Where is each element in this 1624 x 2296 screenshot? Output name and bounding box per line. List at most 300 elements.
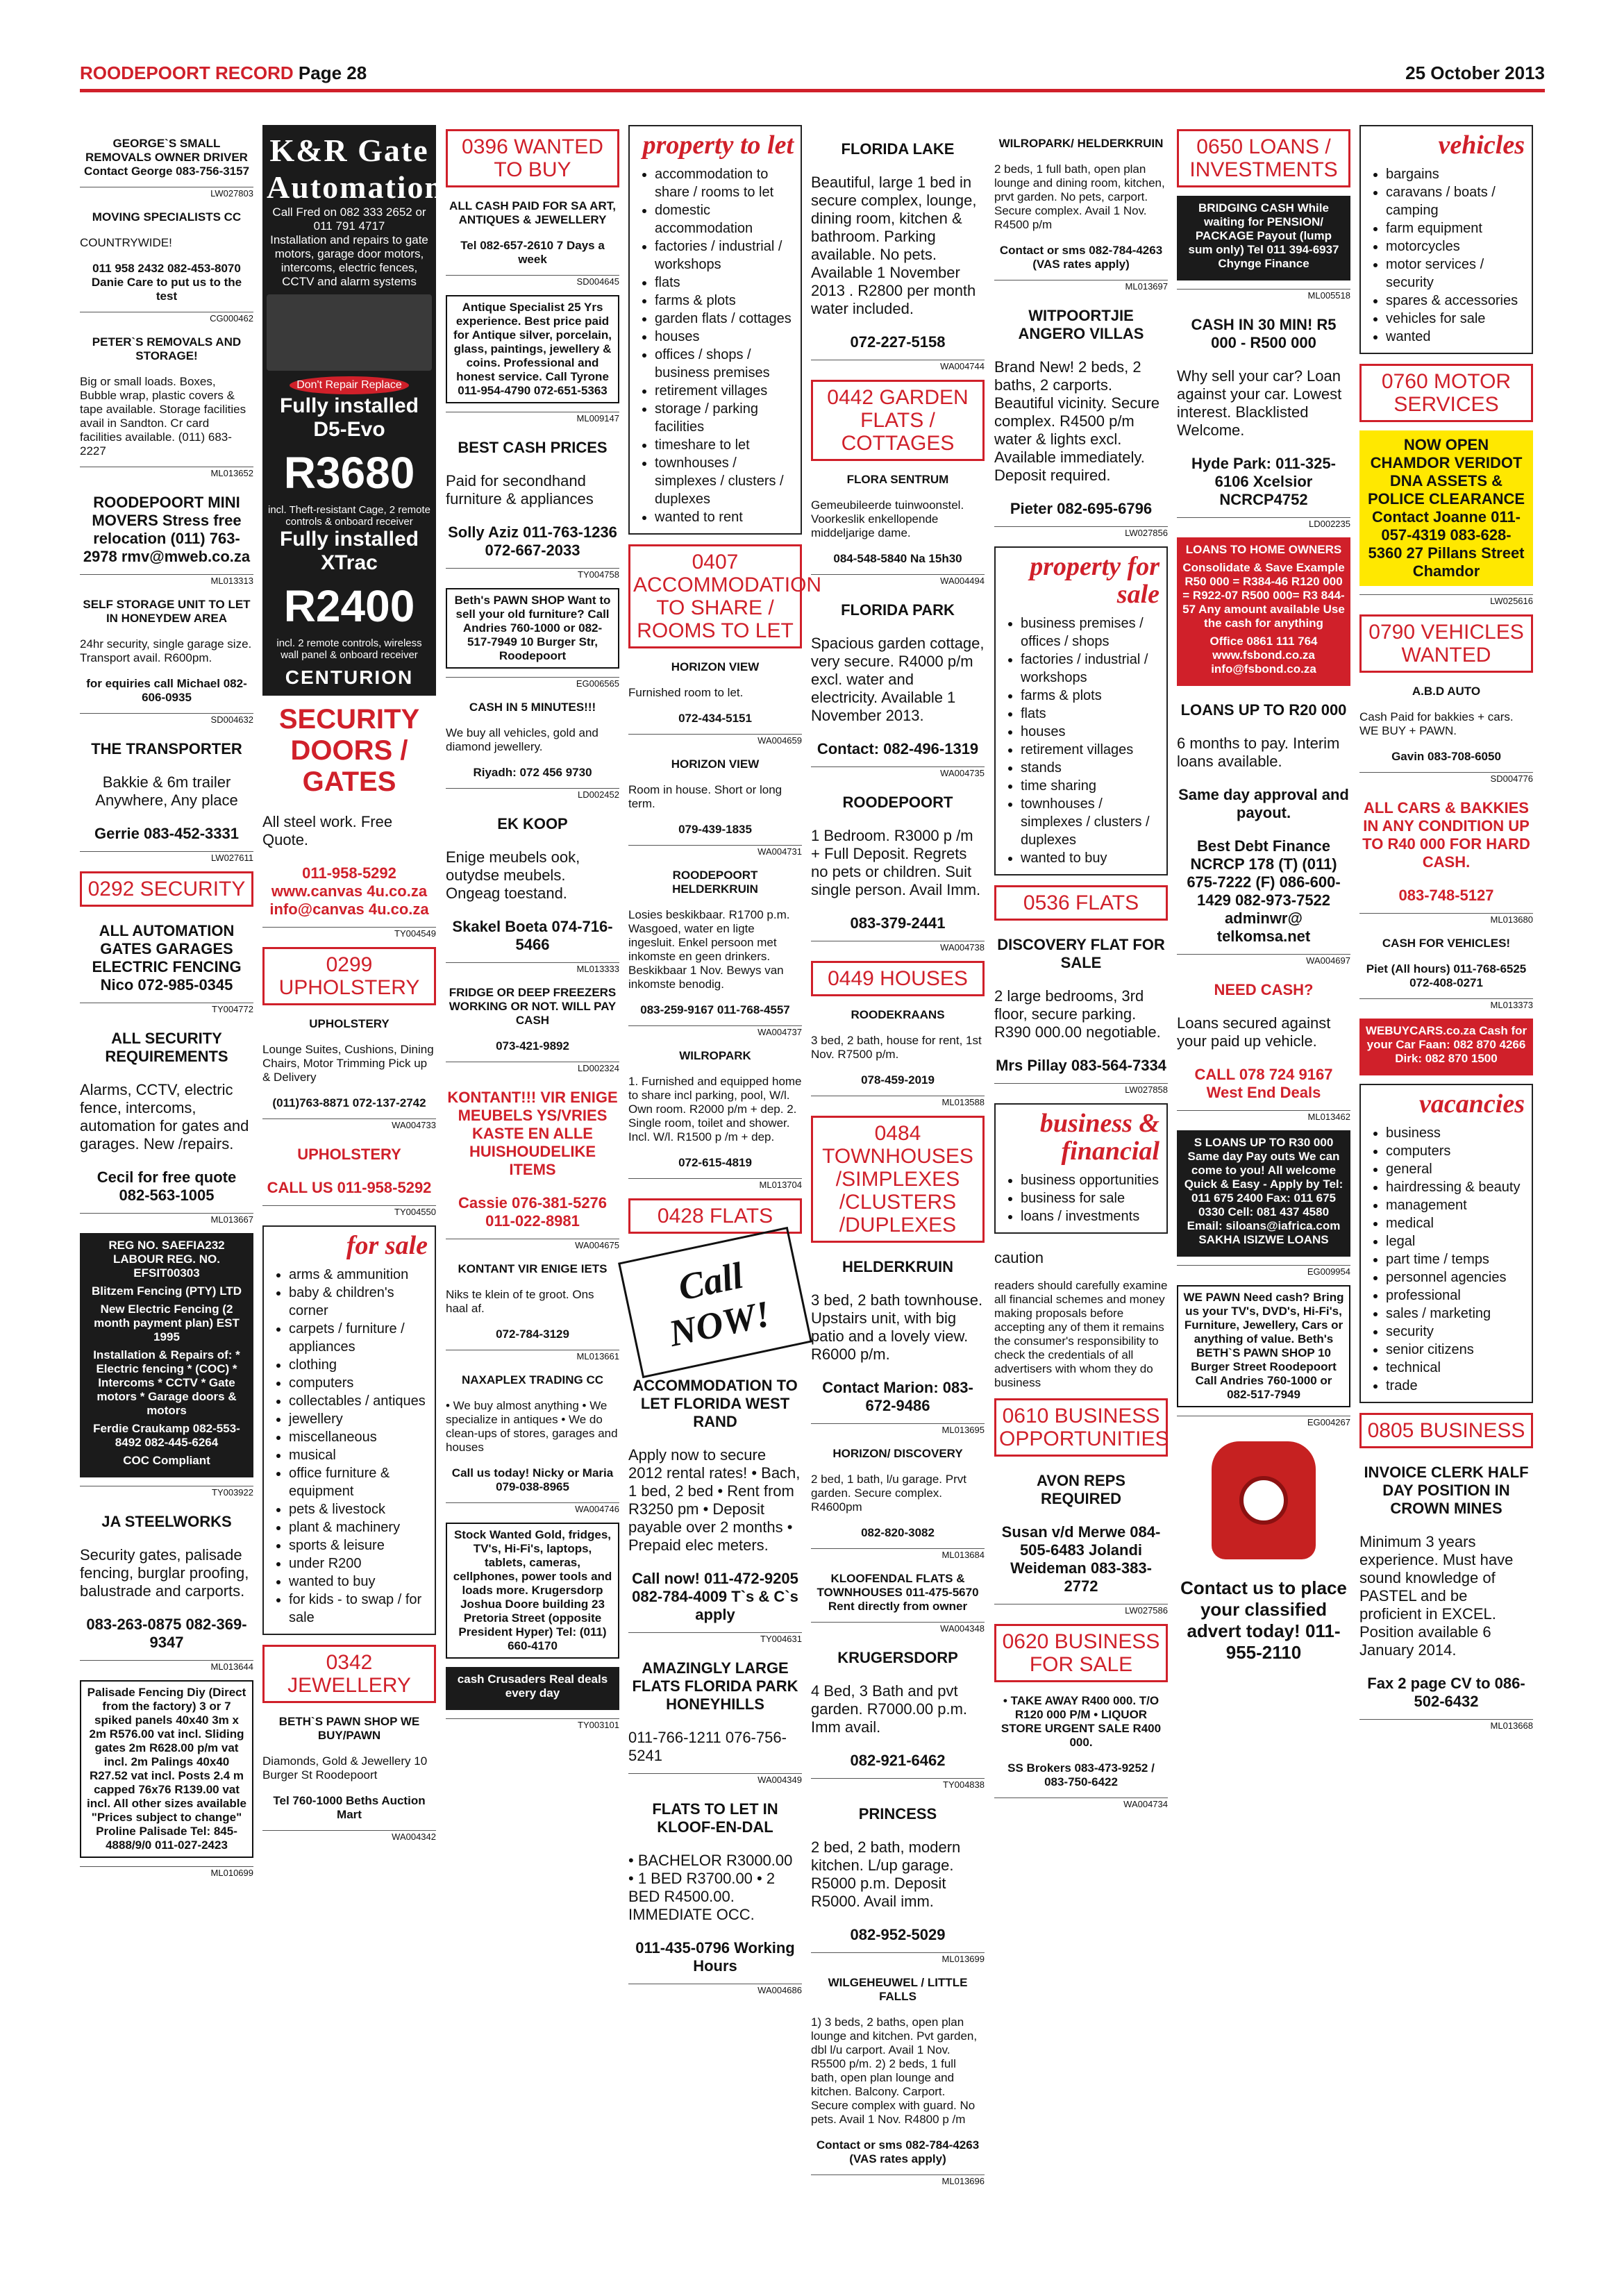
ad-text: CASH FOR VEHICLES! [1382,936,1511,950]
ad-text: 072-615-4819 [678,1155,752,1169]
ad-highlight: 011-958-5292 www.canvas 4u.co.za info@canvas 4u.co.za [269,864,429,918]
ad-ref-code: LW027611 [80,851,253,863]
ad-text: 082-952-5029 [850,1926,946,1943]
ad-ref-code: WA004738 [811,941,985,953]
ad-text: Cash Paid for bakkies + cars. WE BUY + PAWN. [1359,710,1514,737]
ad-text: Fax 2 page CV to 086-502-6432 [1367,1674,1525,1710]
ad-text: FRIDGE OR DEEP FREEZERS WORKING OR NOT. WILL PAY CASH [449,986,617,1027]
category-heading: 0299 UPHOLSTERY [262,947,436,1005]
category-heading: 0760 MOTOR SERVICES [1359,364,1533,422]
section-list-item: • business opportunities [1021,1171,1160,1189]
category-heading: 0805 BUSINESS [1359,1413,1533,1448]
ad-text: Tel 760-1000 Beths Auction Mart [273,1793,426,1821]
section-list [637,165,794,526]
ad-text: 072-434-5151 [678,711,752,725]
ad-ref-code: WA004746 [446,1502,619,1514]
ad-text: ALL CASH PAID FOR SA ART, ANTIQUES & JEWELLERY [449,199,616,226]
ad-line: CENTURION [285,667,414,688]
ad-text: FLORIDA PARK [841,601,955,619]
ad-text: Security gates, palisade fencing, burglar proofing, balustrade and carports. [80,1546,249,1600]
section-list-item: • miscellaneous [289,1428,428,1446]
ad-ref-code: WA004349 [628,1773,802,1785]
section-index [1359,125,1533,354]
section-list-item: • flats [1021,705,1160,723]
ad-text: AVON REPS REQUIRED [1037,1471,1125,1507]
issue-date: 25 October 2013 [1405,62,1545,83]
ad-ref-code: ML013661 [446,1350,619,1361]
ad-text: PETER`S REMOVALS AND STORAGE! [92,335,242,362]
ad-text: CASH IN 5 MINUTES!!! [469,701,596,714]
section-list-item: • farms & plots [655,292,794,310]
ad-text: Alarms, CCTV, electric fence, intercoms, automation for gates and garages. New /repairs. [80,1081,249,1153]
ad-text: Susan v/d Merwe 084-505-6483 Jolandi Weideman 083-383-2772 [1001,1523,1161,1595]
category-heading: 0620 BUSINESS FOR SALE [994,1624,1168,1682]
ad-ref-code: WA004659 [628,734,802,746]
ad-text: Loans secured against your paid up vehicle. [1177,1014,1331,1050]
ad-ref-code: SD004632 [80,713,253,725]
ad-ref-code: LW027856 [994,526,1168,538]
category-heading: 0484 TOWNHOUSES /SIMPLEXES /CLUSTERS /DUPLEXES [811,1116,985,1243]
ad-ref-code: ML013313 [80,574,253,586]
gate-motor-photo [267,294,432,371]
ad-text: 1 Bedroom. R3000 p /m + Full Deposit. Regrets no pets or children. Suit single person. Avail Imm. [811,827,981,898]
display-ad: NOW OPEN CHAMDOR VERIDOT DNA ASSETS & POLICE CLEARANCE Contact Joanne 011-057-4319 083-628-5360 27 Pillans Street Chamdor [1359,430,1533,586]
ad-text: Cecil for free quote 082-563-1005 [97,1168,237,1204]
display-ad-line: REG NO. SAEFIA232 LABOUR REG. NO. EFSIT00303 [108,1239,225,1280]
ad-text: We buy all vehicles, gold and diamond jewellery. [446,726,598,753]
section-list [1003,1171,1160,1225]
column-8 [1359,125,1533,2222]
category-heading: 0610 BUSINESS OPPORTUNITIES [994,1398,1168,1457]
ad-text: (011)763-8871 072-137-2742 [272,1096,426,1109]
telephone-icon [1212,1441,1316,1559]
section-list-item: • medical [1386,1214,1525,1232]
ad-ref-code: ML013644 [80,1660,253,1672]
section-index [994,1103,1168,1234]
display-ad [1177,196,1350,280]
ad-text: Lounge Suites, Cushions, Dining Chairs, Motor Trimming Pick up & Delivery [262,1043,434,1084]
section-list-item: • factories / industrial / workshops [1021,651,1160,687]
ad-ref-code: LD002235 [1177,517,1350,529]
ad-text: 083-379-2441 [850,914,946,932]
section-list-item: • for kids - to swap / for sale [289,1591,428,1627]
ad-text: 3 bed, 2 bath, house for rent, 1st Nov. R7500 p/m. [811,1034,982,1061]
masthead [80,62,367,84]
ad-text: HORIZON/ DISCOVERY [832,1447,963,1460]
ad-text: 6 months to pay. Interim loans available. [1177,735,1340,770]
ad-text: HORIZON VIEW [671,660,760,673]
ad-ref-code: EG004267 [1177,1416,1350,1427]
boxed-ad: WE PAWN Need cash? Bring us your TV's, DVD's, Hi-Fi's, Furniture, Jewellery, Cars or anything of value. Beth's BETH`S PAWN SHOP 10 Burger Street Roodepoort Call Andries 760-1000 or 082-517-7949 [1177,1285,1350,1407]
ad-text: for equiries call Michael 082-606-0935 [86,677,247,704]
section-list [1368,165,1525,346]
ad-text: Hyde Park: 011-325-6106 Xcelsior NCRCP4752 [1191,455,1336,508]
section-list-item: • baby & children's corner [289,1284,428,1320]
display-ad-line: New Electric Fencing (2 month payment plan) EST 1995 [94,1302,240,1343]
ad-text: Minimum 3 years experience. Must have sound knowledge of PASTEL and be proficient in EXCEL. Position available 6 January 2014. [1359,1532,1514,1659]
boxed-ad: Beth's PAWN SHOP Want to sell your old furniture? Call Andries 760-1000 or 082-517-7949 10 Burger Str, Roodepoort [446,588,619,669]
ad-text: SS Brokers 083-473-9252 / 083-750-6422 [1007,1761,1155,1788]
section-list-item: • garden flats / cottages [655,310,794,328]
ad-ref-code: WA004731 [628,845,802,857]
display-ad-line: BRIDGING CASH While waiting for PENSION/ PACKAGE Payout (lump sum only) Tel 011 394-6937 Chynge Finance [1188,201,1339,270]
section-list-item: • management [1386,1196,1525,1214]
section-list-item: • offices / shops / business premises [655,346,794,382]
section-list-item: • houses [655,328,794,346]
ad-ref-code: LW027803 [80,187,253,199]
ad-text: 1. Furnished and equipped home to share incl parking, pool, W/l. Own room. R2000 p/m + dep. 2. Single room, toilet and shower. Incl. W/l. R1500 p /m + dep. [628,1074,802,1143]
ad-ref-code: LD002452 [446,788,619,800]
display-ad [1177,537,1350,686]
ad-text: Why sell your car? Loan against your car. Lowest interest. Blacklisted Welcome. [1177,367,1342,439]
ad-text: Beautiful, large 1 bed in secure complex, lounge, dining room, kitchen & bathroom. Parking available. No pets. Available 1 November 2013 . R2800 per month water included. [811,174,977,317]
section-list-item: • timeshare to let [655,436,794,454]
ad-text: 082-820-3082 [861,1526,935,1539]
ad-text: Diamonds, Gold & Jewellery 10 Burger St Roodepoort [262,1754,428,1782]
ad-text: 078-459-2019 [861,1073,935,1087]
ad-ref-code: WA004733 [262,1118,436,1130]
ad-text: Contact or sms 082-784-4263 (VAS rates apply) [999,244,1163,271]
ad-text: • TAKE AWAY R400 000. T/O R120 000 P/M • LIQUOR STORE URGENT SALE R400 000. [1001,1693,1162,1749]
ad-text: 011-435-0796 Working Hours [635,1938,795,1975]
section-list-item: • trade [1386,1377,1525,1395]
category-heading: 0396 WANTED TO BUY [446,129,619,187]
ad-ref-code: WA004737 [628,1025,802,1037]
section-list-item: • retirement villages [1021,741,1160,759]
ad-text: DISCOVERY FLAT FOR SALE [997,935,1165,971]
column-1 [80,125,253,2222]
section-list-item: • wanted to rent [655,508,794,526]
section-list-item: • farms & plots [1021,687,1160,705]
ad-text: Same day approval and payout. [1178,786,1349,821]
ad-ref-code: ML009147 [446,412,619,424]
ad-ref-code: LD002324 [446,1062,619,1073]
ad-text: Apply now to secure 2012 rental rates! • Bach, 1 bed, 2 bed • Rent from R3250 pm • Deposit payable over 2 months • Prepaid elec meters. [628,1446,801,1554]
ad-ref-code: TY003101 [446,1718,619,1730]
ad-text: 072-784-3129 [496,1327,569,1341]
section-list-item: • part time / temps [1386,1250,1525,1268]
ad-ref-code: WA004342 [262,1830,436,1842]
ad-ref-code: WA004734 [994,1798,1168,1809]
ad-text: 2 large bedrooms, 3rd floor, secure parking. R390 000.00 negotiable. [994,987,1161,1041]
section-list-item: • technical [1386,1359,1525,1377]
section-list-item: • carpets / furniture / appliances [289,1320,428,1356]
ad-highlight: KONTANT!!! VIR ENIGE MEUBELS YS/VRIES KASTE EN ALLE HUISHOUDELIKE ITEMS [447,1089,618,1178]
ad-ref-code: WA004735 [811,766,985,778]
ad-ref-code: LW027586 [994,1604,1168,1616]
ad-ref-code: WA004744 [811,360,985,371]
ad-line: Fully installed XTrac [279,528,419,574]
ad-ref-code: TY004772 [80,1003,253,1014]
ad-text: Mrs Pillay 083-564-7334 [996,1056,1166,1074]
ad-text: 084-548-5840 Na 15h30 [833,552,962,565]
ad-ref-code: ML013684 [811,1548,985,1560]
ad-text: Riyadh: 072 456 9730 [473,766,592,779]
ad-text: WILGEHEUWEL / LITTLE FALLS [828,1976,968,2003]
ad-text: Skakel Boeta 074-716-5466 [452,918,613,953]
page-number: Page 28 [298,62,367,83]
ad-text: LOANS UP TO R20 000 [1180,701,1347,719]
category-heading: 0449 HOUSES [811,961,985,996]
dial-icon [1239,1476,1288,1525]
ad-text: BEST CASH PRICES [458,439,608,456]
category-heading: 0790 VEHICLES WANTED [1359,614,1533,673]
section-list-item: • computers [1386,1142,1525,1160]
ad-text: Contact us to place your classified advert today! 011-955-2110 [1180,1577,1347,1663]
section-list-item: • wanted to buy [1021,849,1160,867]
section-list-item: • under R200 [289,1555,428,1573]
section-list-item: • business premises / offices / shops [1021,614,1160,651]
section-list-item: • farm equipment [1386,219,1525,237]
display-ad-line: cash Crusaders Real deals every day [457,1673,608,1700]
ad-text: Contact or sms 082-784-4263 (VAS rates apply) [816,2138,980,2165]
ad-ref-code: ML013462 [1177,1110,1350,1122]
ad-highlight: UPHOLSTERY [297,1146,401,1163]
section-list-item: • motorcycles [1386,237,1525,255]
section-list-item: • loans / investments [1021,1207,1160,1225]
ad-text: INVOICE CLERK HALF DAY POSITION IN CROWN MINES [1364,1463,1529,1517]
ad-ref-code: TY004631 [628,1632,802,1644]
ad-ref-code: TY004550 [262,1205,436,1217]
section-list-item: • houses [1021,723,1160,741]
ad-text: FLATS TO LET IN KLOOF-EN-DAL [652,1800,778,1836]
ad-text: 011-766-1211 076-756-5241 [628,1728,787,1764]
ad-ref-code: TY004758 [446,568,619,580]
category-heading: 0536 FLATS [994,885,1168,921]
ad-text: 083-263-0875 082-369-9347 [86,1616,247,1651]
ad-ref-code: ML013333 [446,962,619,974]
section-list-item: • business for sale [1021,1189,1160,1207]
ad-ref-code: ML013699 [811,1952,985,1964]
ad-text: Best Debt Finance NCRCP 178 (T) (011) 675-7222 (F) 086-600-1429 082-973-7522 adminwr@ telkomsa.net [1187,837,1341,945]
ad-ref-code: ML013668 [1359,1719,1533,1731]
display-ad [1359,1019,1533,1075]
display-ad [446,1667,619,1710]
section-list-item: • flats [655,274,794,292]
section-list-item: • sales / marketing [1386,1305,1525,1323]
ad-text: 24hr security, single garage size. Transport avail. R600pm. [80,637,252,664]
ad-text: GEORGE`S SMALL REMOVALS OWNER DRIVER Contact George 083-756-3157 [83,137,250,178]
ad-text: 2 bed, 1 bath, l/u garage. Prvt garden. Secure complex. R4600pm [811,1473,966,1514]
ad-text: NAXAPLEX TRADING CC [461,1373,603,1386]
boxed-ad: Palisade Fencing Diy (Direct from the factory) 3 or 7 spiked panels 40x40 3m x 2m R576.00 vat incl. Sliding gates 2m R628.00 p/m vat incl. 2m Palings 40x40 R27.52 vat incl. Posts 2.4 m capped 76x76 R139.00 vat incl. All other sizes available "Prices subject to change" Proline Palisade Tel: 845-4888/9/0 011-027-2423 [80,1680,253,1858]
ad-ref-code: ML013373 [1359,998,1533,1010]
ad-text: Room in house. Short or long term. [628,782,782,810]
ad-text: UPHOLSTERY [309,1017,390,1030]
gate-automation-ad [262,125,444,696]
ad-ref-code: WA004348 [811,1622,985,1634]
display-ad [80,1233,253,1477]
ad-text: Solly Aziz 011-763-1236 072-667-2033 [448,523,617,559]
display-ad-line: Consolidate & Save Example R50 000 = R384-46 R120 000 = R922-07 R500 000= R3 844-57 Any amount available Use the cash for anything [1182,561,1345,630]
ad-text: THE TRANSPORTER [91,740,242,757]
ad-text: Spacious garden cottage, very secure. R4000 p/m excl. water and electricity. Available 1 November 2013. [811,635,985,724]
ad-text: 1) 3 beds, 2 baths, open plan lounge and kitchen. Pvt garden, dbl l/u carport. Avail 1 Nov. R5500 p/m. 2) 2 beds, 1 full bath, open plan lounge and kitchen. Balcony. Carport. Secure complex with guard. No pets. Avail 1 Nov. R4800 p /m [811,2016,978,2126]
ad-text: 083-259-9167 011-768-4557 [640,1003,790,1016]
paper-name: ROODEPOORT RECORD [80,62,294,83]
column-5 [811,125,985,2222]
ad-ref-code: EG006565 [446,677,619,689]
section-list [1368,1124,1525,1395]
ad-text: Paid for secondhand furniture & appliances [446,472,594,508]
section-list-item: • wanted [1386,328,1525,346]
ad-text: FLORA SENTRUM [846,473,949,486]
ad-highlight: NEED CASH? [1214,981,1314,998]
ad-text: CASH IN 30 MIN! R5 000 - R500 000 [1191,316,1337,351]
ad-text: 072-227-5158 [850,333,946,351]
ad-text: WILROPARK/ HELDERKRUIN [998,137,1164,150]
section-index [1359,1084,1533,1403]
display-ad-line: S LOANS UP TO R30 000 Same day Pay outs We can come to you! All welcome Quick & Easy - Apply by Tel: 011 675 2400 Fax: 011 675 0330 Cell: 081 437 4580 Email: siloans@iafrica.com SAKHA ISIZWE LOANS [1184,1136,1343,1246]
ad-highlight: CALL 078 724 9167 West End Deals [1194,1066,1333,1101]
ad-text: 011 958 2432 082-453-8070 Danie Care to put us to the test [91,262,242,303]
ad-ref-code: ML013695 [811,1423,985,1435]
ad-text: Enige meubels ook, outydse meubels. Ongeag toestand. [446,848,580,902]
ad-text: caution [994,1248,1044,1266]
ad-line: R2400 [283,581,415,631]
ad-text: 079-439-1835 [678,822,752,836]
ad-text: Contact Marion: 083-672-9486 [822,1379,973,1414]
category-heading: 0407 ACCOMMODATION TO SHARE / ROOMS TO LET [628,544,802,648]
ad-ref-code: ML005518 [1177,289,1350,301]
section-title: property to let [642,131,794,160]
ad-ref-code: ML013697 [994,280,1168,292]
ad-text: KONTANT VIR ENIGE IETS [458,1262,608,1275]
section-list-item: • spares & accessories [1386,292,1525,310]
section-list-item: • plant & machinery [289,1518,428,1536]
ad-text: • BACHELOR R3000.00 • 1 BED R3700.00 • 2 BED R4500.00. IMMEDIATE OCC. [628,1851,793,1923]
ad-text: 2 beds, 1 full bath, open plan lounge and dining room, kitchen, prvt garden. No pets, carport. Secure complex. Avail 1 Nov. R4500 p/m [994,162,1165,231]
ad-text: WITPOORTJIE ANGERO VILLAS [1018,307,1144,342]
ad-line: Call Fred on 082 333 2652 or 011 791 4717 [272,206,426,233]
ad-text: ACCOMMODATION TO LET FLORIDA WEST RAND [633,1376,798,1430]
header-rule [80,89,1545,92]
display-ad-line: Office 0861 111 764 www.fsbond.co.za info@fsbond.co.za [1209,635,1318,676]
ad-text: 2 bed, 2 bath, modern kitchen. L/up garage. R5000 p.m. Deposit R5000. Avail imm. [811,1838,961,1910]
ad-ref-code: WA004494 [811,574,985,586]
ad-text: KLOOFENDAL FLATS & TOWNHOUSES 011-475-5670 Rent directly from owner [817,1572,979,1613]
section-list-item: • clothing [289,1356,428,1374]
section-list-item: • retirement villages [655,382,794,400]
ad-ref-code: LW025616 [1359,594,1533,606]
section-list-item: • sports & leisure [289,1536,428,1555]
ad-text: ALL SECURITY REQUIREMENTS [105,1030,228,1065]
display-ad [1177,1130,1350,1257]
ad-text: COUNTRYWIDE! [80,236,172,249]
section-list-item: • wanted to buy [289,1573,428,1591]
display-ad-line: Blitzem Fencing (PTY) LTD [92,1284,242,1298]
display-ad-line: COC Compliant [123,1454,210,1467]
ad-text: BETH`S PAWN SHOP WE BUY/PAWN [278,1714,420,1742]
section-list-item: • computers [289,1374,428,1392]
section-list-item: • business [1386,1124,1525,1142]
ad-text: HELDERKRUIN [842,1258,954,1275]
ad-ref-code: WA004697 [1177,954,1350,966]
section-list [1003,614,1160,867]
ad-text: ROODEPOORT MINI MOVERS Stress free relocation (011) 763-2978 rmv@mweb.co.za [83,494,251,565]
ad-text: Tel 082-657-2610 7 Days a week [460,239,605,266]
ad-ref-code: WA004686 [628,1984,802,1995]
ad-text: 082-921-6462 [850,1752,946,1769]
ad-text: Call us today! Nicky or Maria 079-038-8965 [451,1466,614,1493]
ad-text: Losies beskikbaar. R1700 p.m. Wasgoed, water en ligte ingesluit. Enkel persoon met inkomste en geen drinkers. Beskikbaar 1 Nov. Bewys van inkomste benodig. [628,907,790,991]
ad-ref-code: ML013667 [80,1213,253,1225]
ad-line: K&R Gate Automation [267,133,444,205]
ad-highlight: CALL US 011-958-5292 [267,1179,432,1196]
page-header [80,62,1545,90]
section-list-item: • factories / industrial / workshops [655,237,794,274]
section-list-item: • townhouses / simplexes / clusters / duplexes [655,454,794,508]
ad-text: • We buy almost anything • We specialize in antiques • We do clean-ups of stores, garages and houses [446,1399,618,1454]
ad-text: ROODEPOORT [842,794,953,811]
column-4 [628,125,822,2222]
ad-ref-code: WA004675 [446,1239,619,1250]
ad-text: Piet (All hours) 011-768-6525 072-408-0271 [1366,962,1527,989]
section-list-item: • personnel agencies [1386,1268,1525,1287]
section-list-item: • vehicles for sale [1386,310,1525,328]
category-heading: 0442 GARDEN FLATS / COTTAGES [811,380,985,461]
ad-ref-code: ML013680 [1359,913,1533,925]
ad-ref-code: SD004776 [1359,772,1533,784]
call-now-graphic: Call NOW! [618,1227,812,1378]
ad-headline: SECURITY DOORS / GATES [278,704,420,797]
ad-line: Installation and repairs to gate motors, garage door motors, intercoms, electric fences, CCTV and alarm systems [270,233,428,288]
section-title: vacancies [1419,1089,1525,1118]
ad-text: A.B.D AUTO [1412,684,1481,698]
ad-text: All steel work. Free Quote. [262,813,393,848]
section-list-item: • arms & ammunition [289,1266,428,1284]
section-list-item: • security [1386,1323,1525,1341]
section-list-item: • hairdressing & beauty [1386,1178,1525,1196]
ad-text: Big or small loads. Boxes, Bubble wrap, plastic covers & tape available. Storage facilities avail in Sandton. Cr card facilities available. (011) 683-2227 [80,375,246,458]
column-2 [262,125,444,2222]
section-list-item: • general [1386,1160,1525,1178]
column-7 [1177,125,1350,2222]
ad-text: HORIZON VIEW [671,757,760,771]
ad-text: Bakkie & 6m trailer Anywhere, Any place [95,773,238,809]
ad-ref-code: SD004645 [446,275,619,287]
ad-line: incl. 2 remote controls, wireless wall panel & onboard receiver [276,637,422,661]
ad-text: Furnished room to let. [628,685,744,699]
ad-text: Call now! 011-472-9205 082-784-4009 T`s & C`s apply [632,1569,798,1623]
ad-highlight: ALL CARS & BAKKIES IN ANY CONDITION UP TO R40 000 FOR HARD CASH. [1362,798,1530,871]
section-list-item: • legal [1386,1232,1525,1250]
section-list-item: • townhouses / simplexes / clusters / duplexes [1021,795,1160,849]
boxed-ad: Stock Wanted Gold, fridges, TV's, Hi-Fi's, laptops, tablets, cameras, cellphones, power tools and loads more. Krugersdorp Joshua Doore building 23 Pretoria Street (opposite President Hyper) Tel: (011) 660-4170 [446,1523,619,1659]
column-3 [446,125,619,2222]
ad-text: SELF STORAGE UNIT TO LET IN HONEYDEW AREA [83,598,251,625]
ad-line: R3680 [283,448,415,498]
section-list-item: • jewellery [289,1410,428,1428]
ad-highlight: Cassie 076-381-5276 011-022-8981 [458,1194,608,1230]
section-index [262,1225,436,1635]
category-heading: 0650 LOANS / INVESTMENTS [1177,129,1350,187]
display-ad-line: Installation & Repairs of: * Electric fencing * (COC) * Intercoms * CCTV * Gate motors * Garage doors & motors [93,1348,240,1417]
section-list-item: • caravans / boats / camping [1386,183,1525,219]
ad-text: ROODEKRAANS [851,1008,945,1021]
ad-text: MOVING SPECIALISTS CC [92,210,242,224]
ad-highlight: 083-748-5127 [1398,886,1494,904]
ad-text: EK KOOP [497,815,568,832]
category-heading: 0428 FLATS [628,1198,802,1234]
ad-ref-code: EG009954 [1177,1265,1350,1277]
section-list-item: • pets & livestock [289,1500,428,1518]
section-list-item: • storage / parking facilities [655,400,794,436]
category-heading: 0342 JEWELLERY [262,1645,436,1703]
section-index [628,125,802,535]
ad-text: readers should carefully examine all financial schemes and money making proposals before accepting any of them it remains the consumer's responsibility to check the credentials of all advertisers with whom they do business [994,1278,1168,1389]
ad-ref-code: TY003922 [80,1486,253,1498]
